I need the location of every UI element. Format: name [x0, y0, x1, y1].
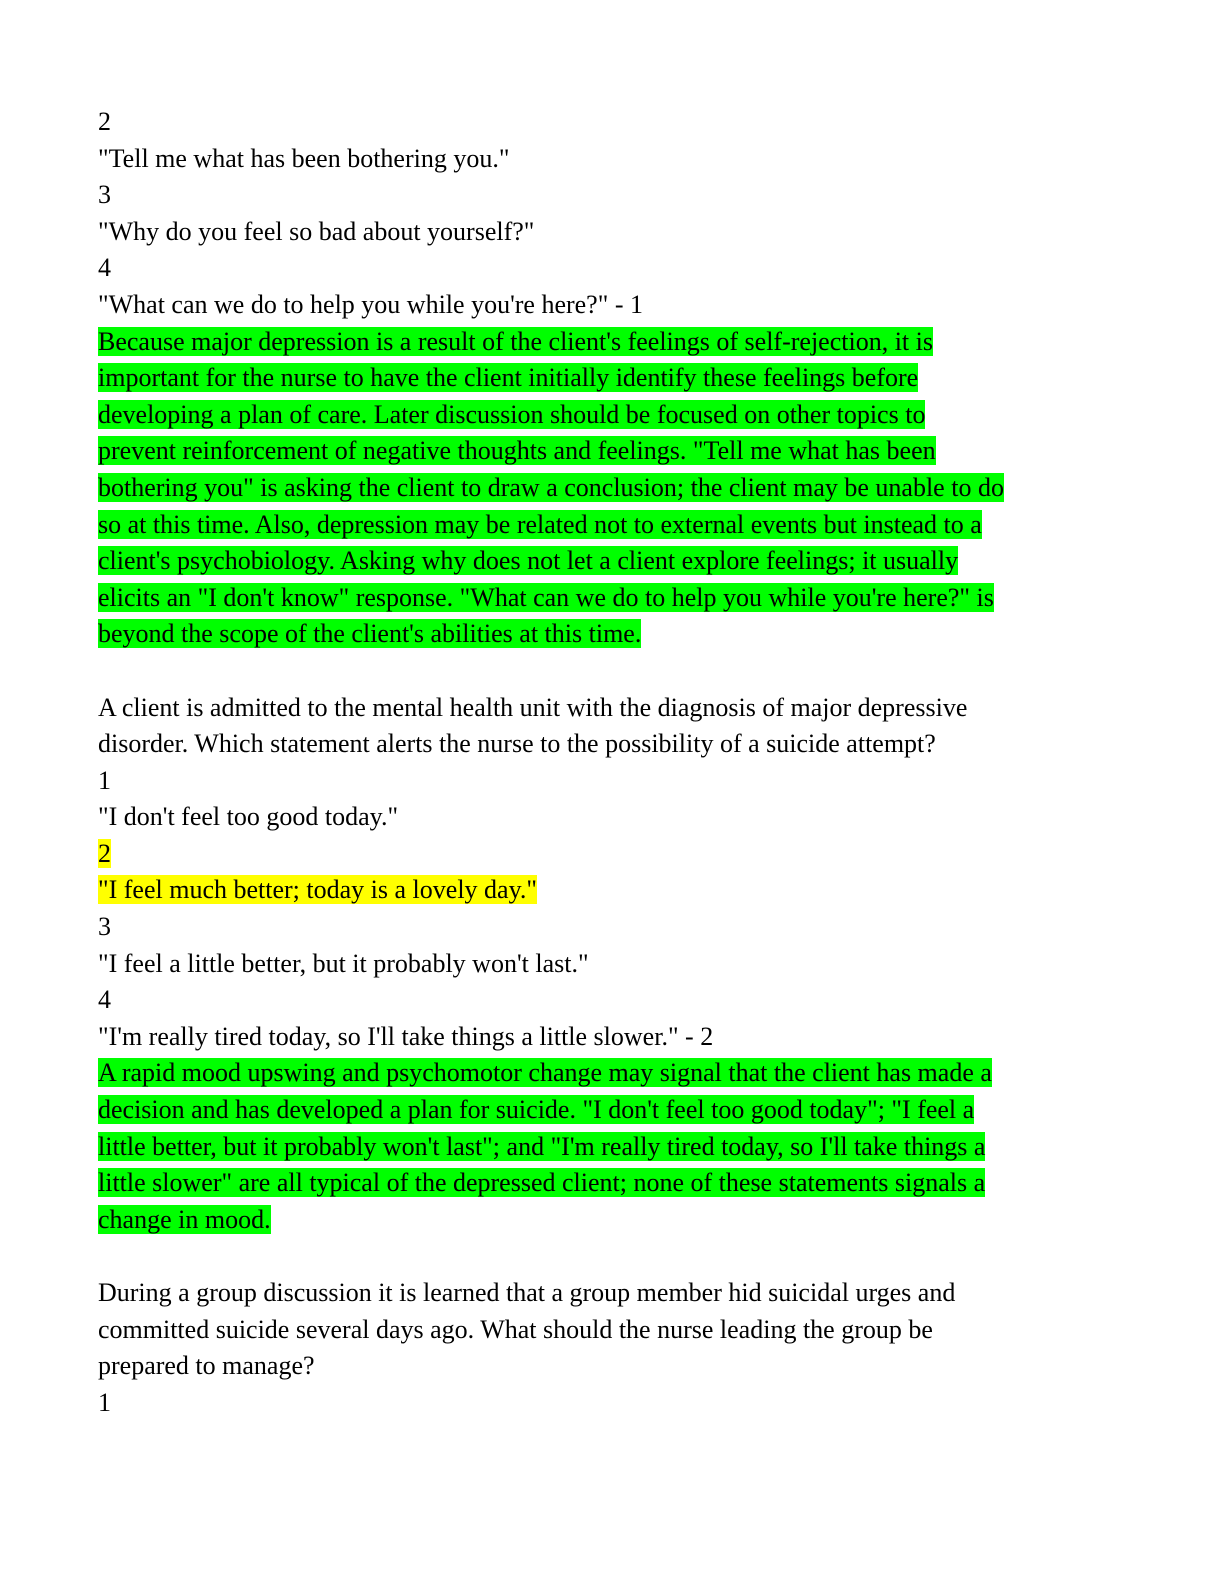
option-text: "Why do you feel so bad about yourself?" [98, 216, 535, 246]
rationale-block [98, 1055, 1098, 1238]
option-number: 4 [98, 985, 111, 1015]
document-page [98, 104, 1098, 1421]
question-stem [98, 1275, 1098, 1385]
question-stem [98, 690, 1098, 763]
option-text-with-answer: "What can we do to help you while you're here?" - 1 [98, 289, 643, 319]
question-line: A client is admitted to the mental health unit with the diagnosis of major depressive [98, 692, 968, 722]
option-number: 4 [98, 253, 111, 283]
correct-option-text: "I feel much better; today is a lovely day." [98, 875, 538, 905]
rationale-block [98, 324, 1098, 653]
option-text: "I don't feel too good today." [98, 802, 399, 832]
option-text-with-answer: "I'm really tired today, so I'll take things a little slower." - 2 [98, 1021, 714, 1051]
question-line: During a group discussion it is learned that a group member hid suicidal urges and [98, 1278, 956, 1307]
rationale-line: elicits an "I don't know" response. "What can we do to help you while you're here?" is [98, 582, 994, 612]
rationale-line: change in mood. [98, 1204, 271, 1234]
correct-option-number: 2 [98, 838, 111, 868]
rationale-line: bothering you" is asking the client to draw a conclusion; the client may be unable to do [98, 472, 1004, 502]
option-number: 1 [98, 1387, 111, 1417]
question-line: committed suicide several days ago. What should the nurse leading the group be [98, 1314, 933, 1344]
option-number: 3 [98, 912, 111, 942]
rationale-line: prevent reinforcement of negative thoughts and feelings. "Tell me what has been [98, 436, 936, 466]
option-number: 1 [98, 765, 111, 795]
question-line: prepared to manage? [98, 1351, 315, 1381]
option-number: 3 [98, 180, 111, 210]
rationale-line: beyond the scope of the client's abilities at this time. [98, 619, 642, 649]
rationale-line: little better, but it probably won't last"; and "I'm really tired today, so I'll take things a [98, 1131, 986, 1161]
rationale-line: A rapid mood upswing and psychomotor change may signal that the client has made a [98, 1058, 992, 1088]
rationale-line: little slower" are all typical of the depressed client; none of these statements signals a [98, 1168, 986, 1198]
rationale-line: important for the nurse to have the client initially identify these feelings before [98, 363, 919, 393]
question-line: disorder. Which statement alerts the nurse to the possibility of a suicide attempt? [98, 729, 936, 759]
rationale-line: decision and has developed a plan for suicide. "I don't feel too good today"; "I feel a [98, 1095, 975, 1125]
option-text: "Tell me what has been bothering you." [98, 143, 510, 173]
rationale-line: so at this time. Also, depression may be related not to external events but instead to a [98, 509, 982, 539]
option-text: "I feel a little better, but it probably won't last." [98, 948, 589, 978]
rationale-line: Because major depression is a result of the client's feelings of self-rejection, it is [98, 326, 933, 356]
rationale-line: client's psychobiology. Asking why does not let a client explore feelings; it usually [98, 546, 959, 576]
paragraph-spacer [98, 1238, 1098, 1275]
rationale-line: developing a plan of care. Later discussion should be focused on other topics to [98, 399, 926, 429]
paragraph-spacer [98, 653, 1098, 690]
option-number: 2 [98, 107, 111, 136]
